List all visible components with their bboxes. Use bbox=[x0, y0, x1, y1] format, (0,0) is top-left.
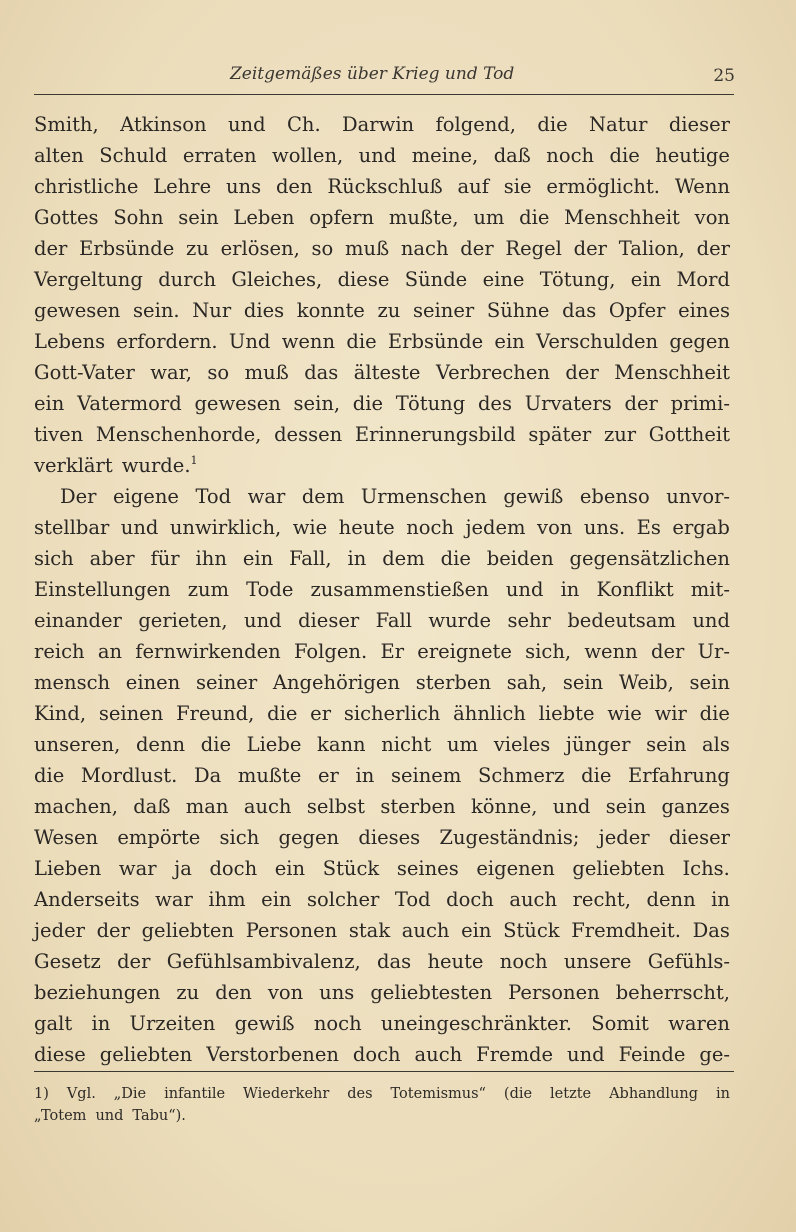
page-header bbox=[34, 64, 734, 94]
body-text bbox=[34, 109, 730, 1070]
text-line: alten Schuld erraten wollen, und meine, daß noch die heutige bbox=[34, 144, 730, 167]
text-line: unseren, denn die Liebe kann nicht um vieles jünger sein als bbox=[34, 733, 730, 756]
text-line: Gottes Sohn sein Leben opfern mußte, um die Menschheit von bbox=[34, 206, 730, 229]
footnote-marker: 1 bbox=[190, 454, 198, 467]
text-line: der Erbsünde zu erlösen, so muß nach der Regel der Talion, der bbox=[34, 237, 730, 260]
text-line: jeder der geliebten Personen stak auch ein Stück Fremdheit. Das bbox=[34, 919, 730, 942]
text-line: einander gerieten, und dieser Fall wurde sehr bedeutsam und bbox=[34, 609, 730, 632]
text-line: Der eigene Tod war dem Urmenschen gewiß ebenso unvor- bbox=[60, 485, 730, 508]
text-line: Gott-Vater war, so muß das älteste Verbrechen der Menschheit bbox=[34, 361, 730, 384]
footnote bbox=[34, 1083, 730, 1127]
footnote-line: 1) Vgl. „Die infantile Wiederkehr des Totemismus“ (die letzte Abhandlung in bbox=[34, 1083, 730, 1105]
text-line: Lieben war ja doch ein Stück seines eigenen geliebten Ichs. bbox=[34, 857, 730, 880]
text-line: ein Vatermord gewesen sein, die Tötung des Urvaters der primi- bbox=[34, 392, 730, 415]
footnote-number: 1) bbox=[34, 1086, 49, 1102]
text-line: galt in Urzeiten gewiß noch uneingeschränkter. Somit waren bbox=[34, 1012, 730, 1035]
text-line: Anderseits war ihm ein solcher Tod doch auch recht, denn in bbox=[34, 888, 730, 911]
text-line: Einstellungen zum Tode zusammenstießen und in Konflikt mit- bbox=[34, 578, 730, 601]
text-line: Kind, seinen Freund, die er sicherlich ähnlich liebte wie wir die bbox=[34, 702, 730, 725]
page-number: 25 bbox=[713, 66, 735, 86]
text-line: machen, daß man auch selbst sterben könne, und sein ganzes bbox=[34, 795, 730, 818]
text-line: beziehungen zu den von uns geliebtesten Personen beherrscht, bbox=[34, 981, 730, 1004]
text-line: verklärt wurde.$^1$ bbox=[34, 454, 198, 477]
text-line: stellbar und unwirklich, wie heute noch jedem von uns. Es ergab bbox=[34, 516, 730, 539]
text-line: Wesen empörte sich gegen dieses Zugeständnis; jeder dieser bbox=[34, 826, 730, 849]
footnote-rule bbox=[34, 1071, 734, 1072]
text-line: Lebens erfordern. Und wenn die Erbsünde ein Verschulden gegen bbox=[34, 330, 730, 353]
header-rule bbox=[34, 94, 734, 95]
text-line: Gesetz der Gefühlsambivalenz, das heute noch unsere Gefühls- bbox=[34, 950, 730, 973]
text-line: mensch einen seiner Angehörigen sterben sah, sein Weib, sein bbox=[34, 671, 730, 694]
text-line: reich an fernwirkenden Folgen. Er ereignete sich, wenn der Ur- bbox=[34, 640, 730, 663]
text-line: Vergeltung durch Gleiches, diese Sünde eine Tötung, ein Mord bbox=[34, 268, 730, 291]
text-line: tiven Menschenhorde, dessen Erinnerungsbild später zur Gottheit bbox=[34, 423, 730, 446]
footnote-line: „Totem und Tabu“). bbox=[34, 1108, 186, 1124]
text-line: christliche Lehre uns den Rückschluß auf sie ermöglicht. Wenn bbox=[34, 175, 730, 198]
text-line: diese geliebten Verstorbenen doch auch Fremde und Feinde ge- bbox=[34, 1043, 730, 1066]
text-line: die Mordlust. Da mußte er in seinem Schmerz die Erfahrung bbox=[34, 764, 730, 787]
text-line: Smith, Atkinson und Ch. Darwin folgend, die Natur dieser bbox=[34, 113, 730, 136]
text-line: sich aber für ihn ein Fall, in dem die beiden gegensätzlichen bbox=[34, 547, 730, 570]
text-line: gewesen sein. Nur dies konnte zu seiner Sühne das Opfer eines bbox=[34, 299, 730, 322]
running-title: Zeitgemäßes über Krieg und Tod bbox=[230, 64, 515, 84]
